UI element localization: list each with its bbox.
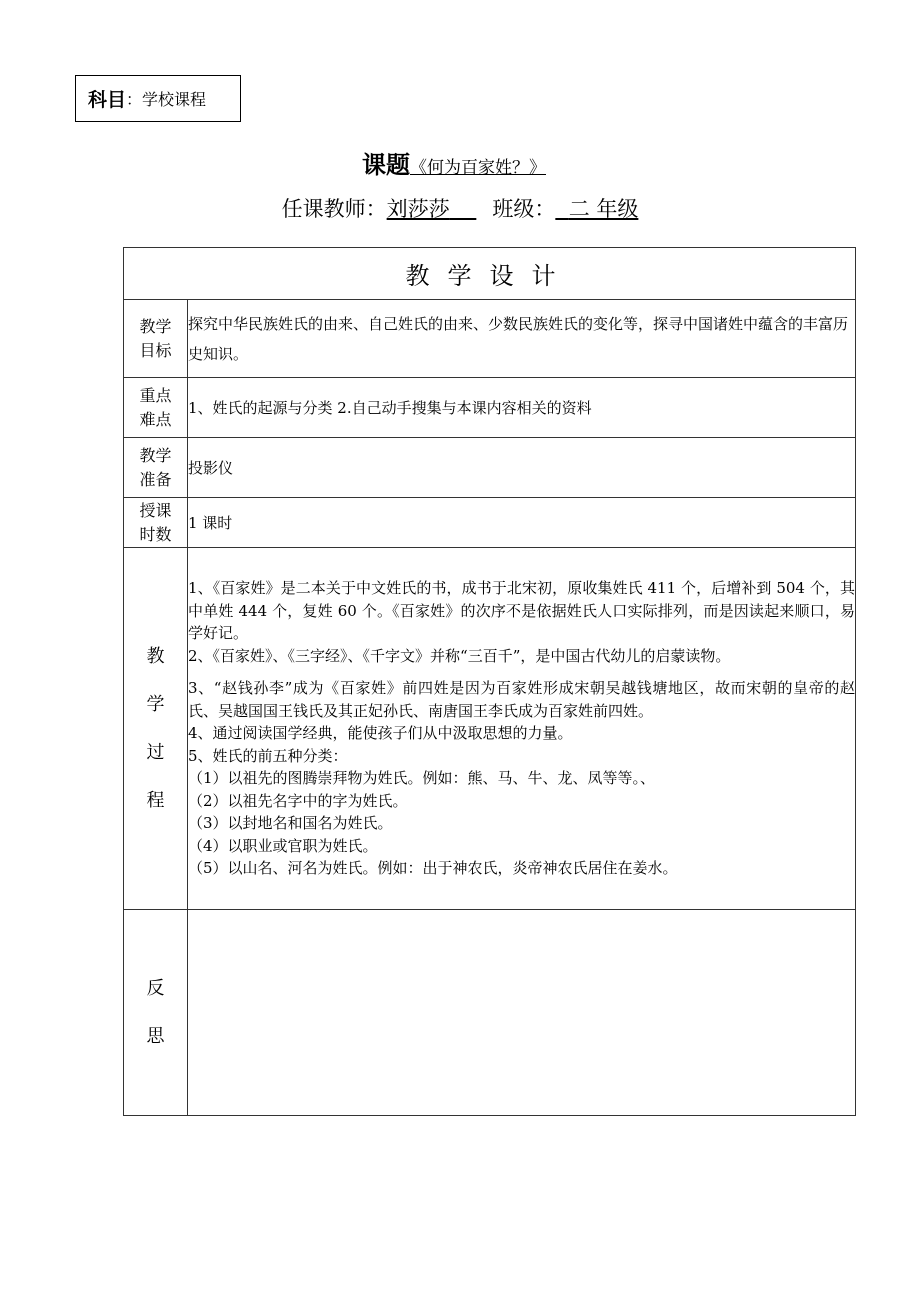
table-heading: 教学设计 [124, 248, 856, 300]
key-points-content: 1、姓氏的起源与分类 2.自己动手搜集与本课内容相关的资料 [188, 378, 856, 438]
process-paragraph: （3）以封地名和国名为姓氏。 [188, 814, 393, 833]
process-paragraph: 2、《百家姓》、《三字经》、《千字文》并称“三百千”，是中国古代幼儿的启蒙读物。 [188, 646, 731, 665]
prep-row [124, 438, 856, 498]
process-label-char: 教 [146, 645, 165, 667]
subject-separator: ： [126, 90, 143, 109]
process-paragraph: 4、通过阅读国学经典，能使孩子们从中汲取思想的力量。 [188, 724, 573, 743]
hours-label [124, 498, 188, 548]
goal-label-line1: 教学 [139, 316, 172, 336]
process-label [124, 548, 188, 910]
lesson-label: 课题 [362, 151, 410, 179]
key-points-label-line1: 重点 [139, 385, 172, 405]
class-label: 班级： [492, 197, 556, 221]
teacher-name-text: 刘莎莎 [386, 197, 450, 221]
process-content [188, 548, 856, 910]
subject-box [75, 75, 241, 122]
class-value-text: 二 年级 [568, 197, 639, 221]
process-label-char: 学 [146, 693, 165, 715]
process-paragraph: 3、“赵钱孙李”成为《百家姓》前四姓是因为百家姓形成宋朝吴越钱塘地区，故而宋朝的皇帝的赵氏、吴越国国王钱氏及其正妃孙氏、南唐国王李氏成为百家姓前四姓。 [188, 679, 855, 720]
process-paragraph: 5、姓氏的前五种分类： [188, 746, 348, 765]
hours-content: 1 课时 [188, 498, 856, 548]
reflection-label-char: 反 [146, 977, 165, 999]
key-points-label-line2: 难点 [139, 409, 172, 429]
process-label-char: 程 [146, 789, 165, 811]
subject-value: 学校课程 [142, 90, 207, 109]
lesson-design-table [123, 247, 856, 1116]
process-row [124, 548, 856, 910]
lesson-title [0, 145, 920, 180]
teacher-line [0, 193, 920, 223]
prep-label-line1: 教学 [139, 445, 172, 465]
key-points-row [124, 378, 856, 438]
key-points-label [124, 378, 188, 438]
prep-label-line2: 准备 [139, 469, 172, 489]
class-value [555, 197, 638, 221]
reflection-label [124, 910, 188, 1116]
process-paragraph: （1）以祖先的图腾崇拜物为姓氏。例如：熊、马、牛、龙、凤等等。、 [188, 769, 656, 788]
process-paragraph: （4）以职业或官职为姓氏。 [188, 836, 378, 855]
reflection-label-char: 思 [146, 1025, 165, 1047]
prep-content: 投影仪 [188, 438, 856, 498]
hours-label-line1: 授课 [139, 500, 172, 520]
hours-row [124, 498, 856, 548]
process-paragraph: 1、《百家姓》是二本关于中文姓氏的书，成书于北宋初，原收集姓氏 411 个，后增补到 504 个，其中单姓 444 个，复姓 60 个。《百家姓》的次序不是依据姓氏人口实际排列，而是因读起来顺口，易学好记。 [188, 579, 855, 643]
lesson-value: 《何为百家姓？》 [410, 158, 546, 178]
table-heading-row [124, 248, 856, 300]
goal-label [124, 300, 188, 378]
process-paragraph: （5）以山名、河名为姓氏。例如：出于神农氏，炎帝神农氏居住在姜水。 [188, 859, 678, 878]
hours-label-line2: 时数 [139, 524, 172, 544]
goal-content: 探究中华民族姓氏的由来、自己姓氏的由来、少数民族姓氏的变化等，探寻中国诸姓中蕴含的丰富历史知识。 [188, 300, 856, 378]
goal-row [124, 300, 856, 378]
reflection-content [188, 910, 856, 1116]
reflection-row [124, 910, 856, 1116]
process-paragraph: （2）以祖先名字中的字为姓氏。 [188, 791, 408, 810]
goal-label-line2: 目标 [139, 340, 172, 360]
subject-label: 科目 [88, 89, 127, 111]
teacher-label: 任课教师： [281, 197, 387, 221]
prep-label [124, 438, 188, 498]
teacher-name [387, 197, 477, 221]
process-label-char: 过 [146, 741, 165, 763]
